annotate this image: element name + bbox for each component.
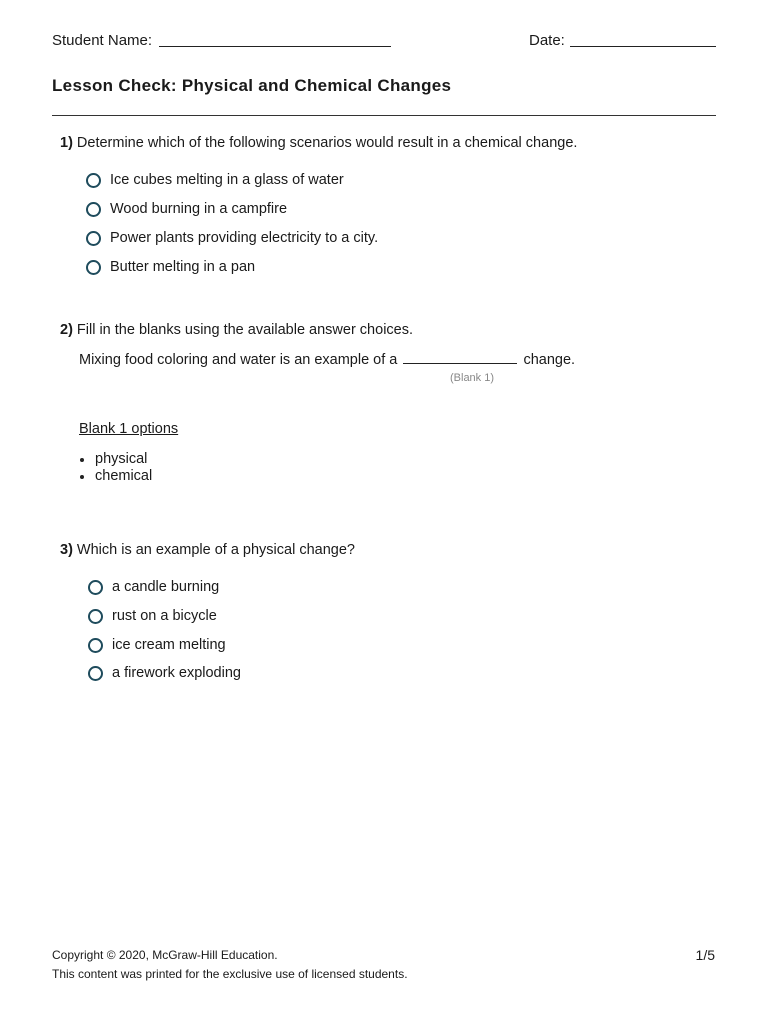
radio-button-icon[interactable]	[88, 609, 103, 624]
list-item	[79, 468, 152, 485]
student-name-field[interactable]	[159, 46, 391, 47]
question-number: 3)	[60, 542, 73, 558]
sentence-after-blank: change.	[523, 352, 576, 368]
blank-caption: (Blank 1)	[450, 372, 495, 384]
radio-button-icon[interactable]	[86, 202, 101, 217]
radio-button-icon[interactable]	[88, 666, 103, 681]
question-3	[60, 542, 355, 558]
answer-option-label: rust on a bicycle	[112, 608, 217, 624]
answer-option[interactable]	[86, 172, 344, 188]
date-label: Date:	[529, 32, 565, 49]
answer-option[interactable]	[86, 259, 255, 275]
answer-option[interactable]	[88, 665, 241, 681]
student-name-label: Student Name:	[52, 32, 153, 49]
answer-option-label: a candle burning	[112, 579, 220, 595]
blank-options-heading: Blank 1 options	[79, 421, 179, 437]
answer-option-label: a firework exploding	[112, 665, 241, 681]
radio-button-icon[interactable]	[86, 260, 101, 275]
blank-option-label: chemical	[95, 468, 153, 484]
bullet-icon	[80, 458, 84, 462]
student-header	[52, 30, 716, 52]
radio-button-icon[interactable]	[86, 231, 101, 246]
answer-option[interactable]	[86, 201, 287, 217]
blank-1-field[interactable]	[403, 351, 517, 364]
footer-notice: This content was printed for the exclusive use of licensed students.	[52, 967, 408, 981]
question-prompt: Determine which of the following scenarios would result in a chemical change.	[76, 135, 578, 151]
radio-button-icon[interactable]	[86, 173, 101, 188]
sentence-before-blank: Mixing food coloring and water is an example of a	[79, 352, 398, 368]
radio-button-icon[interactable]	[88, 638, 103, 653]
title-divider	[52, 115, 716, 116]
page-title: Lesson Check: Physical and Chemical Changes	[52, 76, 452, 95]
blank-option-label: physical	[95, 451, 148, 467]
answer-option-label: Ice cubes melting in a glass of water	[110, 172, 344, 188]
question-prompt: Which is an example of a physical change?	[76, 542, 355, 558]
answer-option[interactable]	[88, 637, 226, 653]
answer-option-label: ice cream melting	[112, 637, 226, 653]
answer-option[interactable]	[88, 608, 217, 624]
question-number: 1)	[60, 135, 73, 151]
answer-option[interactable]	[88, 579, 219, 595]
page-number: 1/5	[695, 947, 715, 963]
question-number: 2)	[60, 322, 73, 338]
answer-option-label: Butter melting in a pan	[110, 259, 256, 275]
radio-button-icon[interactable]	[88, 580, 103, 595]
fill-in-sentence	[79, 351, 575, 368]
question-prompt: Fill in the blanks using the available answer choices.	[76, 322, 414, 338]
question-2	[60, 322, 413, 338]
answer-option[interactable]	[86, 230, 378, 246]
answer-option-label: Wood burning in a campfire	[110, 201, 288, 217]
footer-copyright: Copyright © 2020, McGraw-Hill Education.	[52, 948, 278, 962]
list-item	[79, 451, 152, 468]
question-1	[60, 135, 577, 151]
blank-options-list	[79, 451, 152, 485]
bullet-icon	[80, 475, 84, 479]
answer-option-label: Power plants providing electricity to a city.	[110, 230, 379, 246]
date-field[interactable]	[570, 46, 716, 47]
